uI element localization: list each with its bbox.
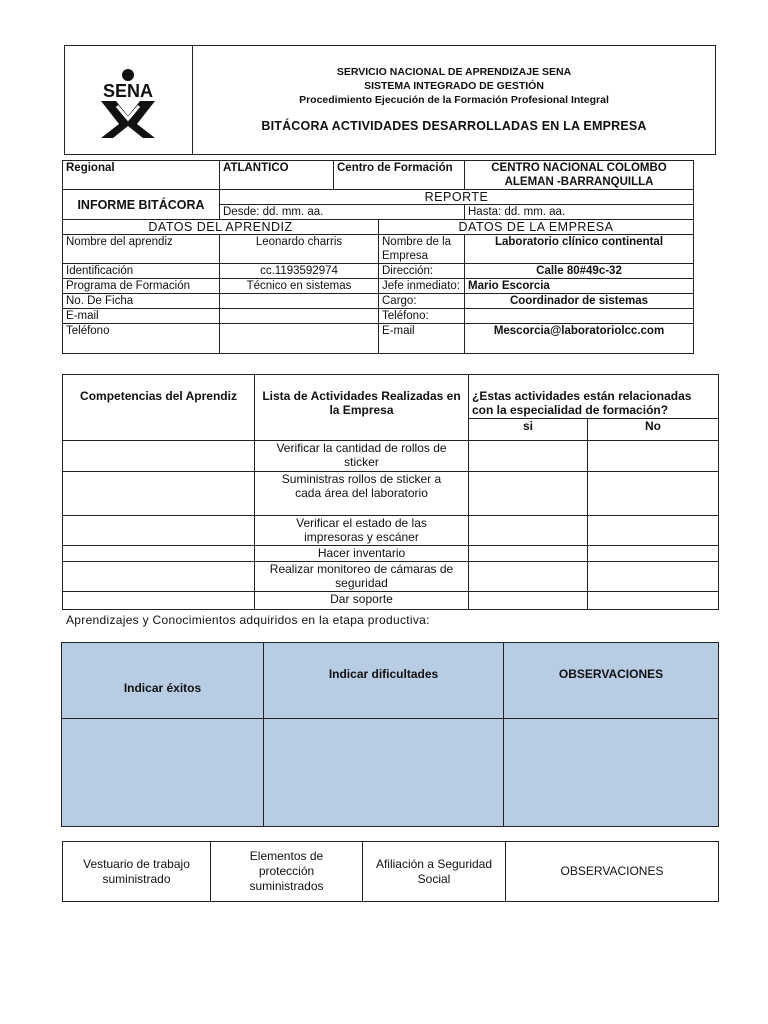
- si-cell[interactable]: [469, 472, 588, 516]
- document-header: [64, 45, 716, 155]
- row-label: Teléfono:: [379, 309, 465, 324]
- exitos-cell[interactable]: [62, 719, 264, 827]
- dificultades-header: Indicar dificultades: [264, 643, 504, 719]
- activities-table: [62, 374, 719, 610]
- si-cell[interactable]: [469, 546, 588, 562]
- hasta-field[interactable]: Hasta: dd. mm. aa.: [465, 205, 694, 220]
- observaciones-cell[interactable]: [504, 719, 719, 827]
- row-label: Dirección:: [379, 264, 465, 279]
- competencia-cell[interactable]: [63, 441, 255, 472]
- row-value[interactable]: Mescorcia@laboratoriolcc.com: [465, 324, 694, 354]
- regional-value: ATLANTICO: [220, 161, 334, 190]
- row-label: Teléfono: [63, 324, 220, 354]
- regional-label: Regional: [63, 161, 220, 190]
- dificultades-cell[interactable]: [264, 719, 504, 827]
- no-cell[interactable]: [588, 441, 719, 472]
- no-cell[interactable]: [588, 562, 719, 592]
- row-label: No. De Ficha: [63, 294, 220, 309]
- row-label: Programa de Formación: [63, 279, 220, 294]
- seguridad-social-header: Afiliación a Seguridad Social: [363, 842, 506, 902]
- no-header: No: [588, 419, 719, 441]
- si-cell[interactable]: [469, 592, 588, 610]
- relacion-header: ¿Estas actividades están relacionadas con la especialidad de formación?: [469, 375, 719, 419]
- row-value[interactable]: [220, 309, 379, 324]
- activity-item: Hacer inventario: [255, 546, 469, 562]
- row-value[interactable]: Calle 80#49c-32: [465, 264, 694, 279]
- row-value[interactable]: cc.1193592974: [220, 264, 379, 279]
- document-title: BITÁCORA ACTIVIDADES DESARROLLADAS EN LA EMPRESA: [261, 119, 647, 133]
- row-label: E-mail: [63, 309, 220, 324]
- sena-logo: [65, 46, 192, 154]
- row-value[interactable]: Laboratorio clínico continental: [465, 235, 694, 264]
- procedure-name: Procedimiento Ejecución de la Formación Profesional Integral: [299, 94, 609, 106]
- no-cell[interactable]: [588, 546, 719, 562]
- centro-value: CENTRO NACIONAL COLOMBO ALEMAN -BARRANQUILLA: [465, 161, 694, 190]
- activity-item: Dar soporte: [255, 592, 469, 610]
- desde-field[interactable]: Desde: dd. mm. aa.: [220, 205, 465, 220]
- si-cell[interactable]: [469, 441, 588, 472]
- info-table: [62, 160, 694, 354]
- reporte-label: REPORTE: [220, 190, 694, 205]
- no-cell[interactable]: [588, 592, 719, 610]
- row-value[interactable]: Mario Escorcia: [465, 279, 694, 294]
- no-cell[interactable]: [588, 472, 719, 516]
- institution-name: SERVICIO NACIONAL DE APRENDIZAJE SENA: [336, 66, 572, 78]
- activity-item: Suministras rollos de sticker a cada área del laboratorio: [255, 472, 469, 516]
- row-value[interactable]: [220, 324, 379, 354]
- learning-label: Aprendizajes y Conocimientos adquiridos en la etapa productiva:: [66, 613, 430, 627]
- row-value[interactable]: Leonardo charris: [220, 235, 379, 264]
- competencia-cell[interactable]: [63, 592, 255, 610]
- activity-item: Realizar monitoreo de cámaras de seguridad: [255, 562, 469, 592]
- actividades-header: Lista de Actividades Realizadas en la Empresa: [255, 375, 469, 441]
- competencia-cell[interactable]: [63, 472, 255, 516]
- row-label: Nombre del aprendiz: [63, 235, 220, 264]
- row-value[interactable]: Técnico en sistemas: [220, 279, 379, 294]
- supplies-table: [62, 841, 719, 902]
- header-text: [193, 46, 715, 154]
- competencia-cell[interactable]: [63, 562, 255, 592]
- informe-label: INFORME BITÁCORA: [63, 190, 220, 220]
- outcomes-table: [61, 642, 719, 827]
- competencia-cell[interactable]: [63, 546, 255, 562]
- exitos-header: Indicar éxitos: [62, 643, 264, 719]
- row-label: E-mail: [379, 324, 465, 354]
- activity-item: Verificar la cantidad de rollos de sticker: [255, 441, 469, 472]
- logo-cell: [65, 46, 193, 154]
- observaciones-header: OBSERVACIONES: [504, 643, 719, 719]
- row-label: Identificación: [63, 264, 220, 279]
- row-value[interactable]: [220, 294, 379, 309]
- proteccion-header: Elementos de protección suministrados: [211, 842, 363, 902]
- datos-aprendiz-heading: DATOS DEL APRENDIZ: [63, 220, 379, 235]
- competencia-cell[interactable]: [63, 516, 255, 546]
- svg-text:SENA: SENA: [102, 81, 154, 101]
- vestuario-header: Vestuario de trabajo suministrado: [63, 842, 211, 902]
- centro-label: Centro de Formación: [334, 161, 465, 190]
- no-cell[interactable]: [588, 516, 719, 546]
- datos-empresa-heading: DATOS DE LA EMPRESA: [379, 220, 694, 235]
- row-label: Cargo:: [379, 294, 465, 309]
- si-header: si: [469, 419, 588, 441]
- si-cell[interactable]: [469, 516, 588, 546]
- competencias-header: Competencias del Aprendiz: [63, 375, 255, 441]
- row-label: Nombre de la Empresa: [379, 235, 465, 264]
- row-label: Jefe inmediato:: [379, 279, 465, 294]
- row-value[interactable]: [465, 309, 694, 324]
- row-value[interactable]: Coordinador de sistemas: [465, 294, 694, 309]
- observaciones-header: OBSERVACIONES: [506, 842, 719, 902]
- activity-item: Verificar el estado de las impresoras y escáner: [255, 516, 469, 546]
- si-cell[interactable]: [469, 562, 588, 592]
- system-name: SISTEMA INTEGRADO DE GESTIÓN: [364, 80, 544, 92]
